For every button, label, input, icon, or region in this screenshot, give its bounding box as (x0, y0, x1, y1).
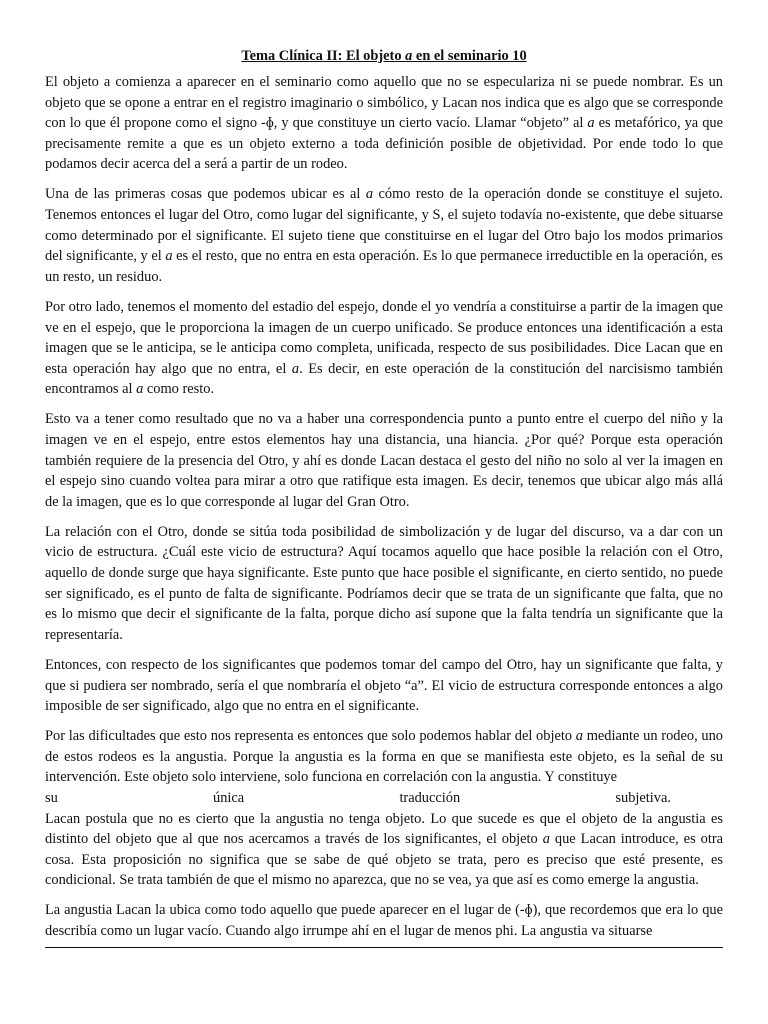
p3-italic-1: a (291, 360, 300, 377)
paragraph-4: Esto va a tener como resultado que no va a haber una correspondencia punto a punto entre el cuerpo del niño y la imagen ve en el espejo, entre estos elementos hay una distancia, una hiancia. ¿Por qué? Porque esta operación también requiere de la presencia del Otro, y ahí es donde Lacan destaca el gesto del niño no solo al ver la imagen en el espejo sino cuando voltea para mirar a otro que ratifique esta imagen. Es decir, tenemos que ubicar algo más allá de la imagen, que es lo que corresponde al lugar del Gran Otro. (45, 411, 723, 510)
p8-text-b: que Lacan introduce, es otra cosa. Esta proposición no significa que se sabe de qué objeto se trata, pero es preciso que esté presente, es condicional. Se trata también de que el mismo no aparezca, que no se vea, ya que así es como emerge la angustia. (45, 831, 724, 889)
paragraph-7 (45, 726, 723, 788)
p3-text-a: Por otro lado, tenemos el momento del estadio del espejo, donde el yo vendría a constituirse a partir de la imagen que ve en el espejo, que le proporciona la imagen de un cuerpo unificado. Se produce entonces una identificación a esta imagen que se le anticipa, se le anticipa como completa, unificada, respecto de sus posibilidades. Dice Lacan que en esta operación hay algo que no entra, el (45, 298, 723, 377)
p8-text-a: Lacan postula que no es cierto que la angustia no tenga objeto. Lo que sucede es que el objeto de la angustia es distinto del objeto que al que nos acercamos a través de los significantes, el objeto (45, 810, 723, 848)
p7-italic-1: a (575, 728, 583, 745)
p2-text-c: es el resto, que no entra en esta operación. Es lo que permanece irreductible en la operación, es un resto, un residuo. (45, 248, 723, 285)
p2-text-a: Una de las primeras cosas que podemos ubicar es al (45, 186, 366, 203)
p2-italic-1: a (365, 186, 374, 203)
document-page (45, 46, 723, 951)
title-text-2: en el seminario 10 (412, 48, 527, 64)
paragraph-8 (45, 809, 723, 891)
document-title (45, 46, 723, 66)
p2-text-b: cómo resto de la operación donde se constituye el sujeto. Tenemos entonces el lugar del Otro, como lugar del significante, y S, el sujeto todavía no-existente, que debe situarse como determinado por el significante. El sujeto tiene que constituirse en el lugar del Otro bajo los modos primarios del significante, y el (45, 186, 723, 265)
paragraph-7-spread-line (45, 788, 671, 809)
paragraph-5: La relación con el Otro, donde se sitúa toda posibilidad de simbolización y de lugar del discurso, va a dar con un vicio de estructura. ¿Cuál este vicio de estructura? Aquí tocamos aquello que hace posible la relación con el Otro, aquello de donde surge que haya significante. Este punto que hace posible el significante, en cierto sentido, no puede ser significado, es el punto de falta de significante. Podríamos decir que se trata de un significante que falta, que no es lo mismo que decir el significante de la falta, porque dicho así supone que la falta tendría un significante que la representaría. (45, 523, 723, 643)
p1-italic-1: a (587, 115, 595, 132)
spread-word: traducción (399, 790, 461, 806)
spread-word: subjetiva. (615, 790, 671, 806)
title-text-1: Tema Clínica II: El objeto (241, 48, 406, 64)
p3-italic-2: a (136, 381, 144, 398)
p8-italic-1: a (542, 831, 550, 848)
paragraph-6: Entonces, con respecto de los significantes que podemos tomar del campo del Otro, hay un significante que falta, y que si pudiera ser nombrado, sería el que nombraría el objeto “a”. El vicio de estructura corresponde entonces a algo imposible de ser significado, algo que no entra en el significante. (45, 656, 723, 715)
p1-text-b: es metafórico, ya que precisamente remite a que es un objeto externo a toda definición posible de objetividad. Por ende todo lo que podamos decir acerca del a será a partir de un rodeo. (45, 115, 723, 173)
p3-text-c: como resto. (143, 381, 215, 398)
spread-word: única (213, 790, 245, 806)
paragraph-1 (45, 72, 723, 175)
page-bottom-rule (45, 947, 723, 948)
p2-italic-2: a (165, 248, 173, 265)
paragraph-3 (45, 297, 723, 400)
p3-text-b: . Es decir, en este operación de la constitución del narcisismo también encontramos al (45, 360, 723, 398)
title-italic: a (405, 48, 413, 64)
p7-text-a: Por las dificultades que esto nos representa es entonces que solo podemos hablar del objeto (45, 728, 576, 745)
p7-text-b: mediante un rodeo, uno de estos rodeos es la angustia. Porque la angustia es la forma en que se manifiesta este objeto, es la señal de su intervención. Este objeto solo interviene, solo funciona en correlación con la angustia. Y constituye (45, 728, 723, 786)
paragraph-9: La angustia Lacan la ubica como todo aquello que puede aparecer en el lugar de (-ɸ), que recordemos que era lo que describía como un lugar vacío. Cuando algo irrumpe ahí en el lugar de menos phi. La angustia va situarse (45, 902, 723, 940)
paragraph-2 (45, 184, 723, 287)
spread-word: su (45, 790, 58, 806)
p1-text-a: El objeto a comienza a aparecer en el seminario como aquello que no se especulariza ni se puede nombrar. Es un objeto que se opone a entrar en el registro imaginario o simbólico, y Lacan nos indica que es algo que se corresponde con lo que él propone como el signo -ɸ, y que constituye un cierto vacío. Llamar “objeto” al (45, 74, 723, 132)
